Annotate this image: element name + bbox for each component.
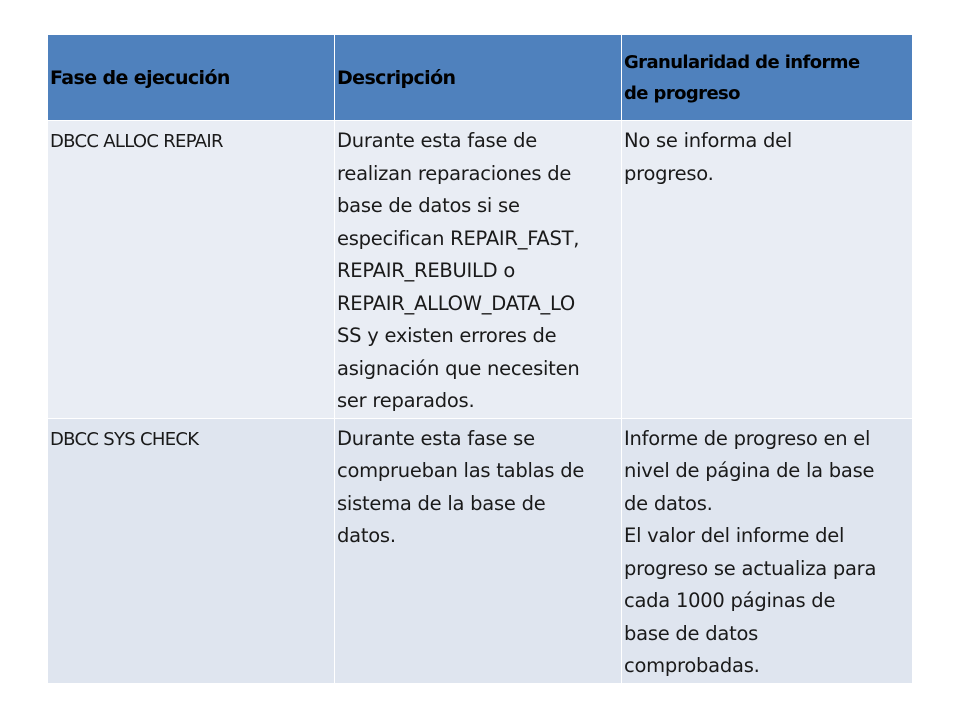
description-line: REPAIR_REBUILD o [337,259,516,282]
description-cell [335,121,622,419]
granularity-line: progreso se actualiza para [624,556,877,580]
description-line: especifican REPAIR_FAST, [337,226,580,250]
granularity-line: de datos. [624,491,713,515]
granularity-line: progreso. [624,161,714,185]
description-line: REPAIR_ALLOW_DATA_LO [337,291,576,315]
table-header-row [48,35,912,121]
description-line: comprueban las tablas de [337,459,585,482]
header-description: Descripción [335,35,622,121]
table-row [48,121,912,419]
table-row [48,419,912,684]
description-line: base de datos si se [337,194,520,217]
granularity-line: cada 1000 páginas de [624,589,836,612]
granularity-line: base de datos [624,621,759,645]
header-phase: Fase de ejecución [48,35,335,121]
granularity-line: No se informa del [624,129,793,152]
description-line: Durante esta fase se [337,426,535,450]
description-line: SS y existen errores de [337,324,557,347]
description-cell [335,419,622,684]
granularity-line: nivel de página de la base [624,459,875,482]
description-line: realizan reparaciones de [337,161,572,185]
granularity-cell [622,419,912,684]
phase-cell: DBCC ALLOC REPAIR [48,121,335,419]
granularity-cell [622,121,912,419]
header-granularity-line: Granularidad de informe [624,51,860,73]
granularity-line: El valor del informe del [624,524,845,547]
description-line: sistema de la base de [337,491,546,515]
header-granularity-line: de progreso [624,82,740,104]
phase-cell: DBCC SYS CHECK [48,419,335,684]
granularity-line: Informe de progreso en el [624,426,871,450]
description-line: datos. [337,524,396,547]
description-line: ser reparados. [337,389,475,412]
progress-phases-table [48,35,912,684]
header-granularity [622,35,912,121]
granularity-line: comprobadas. [624,654,760,677]
description-line: Durante esta fase de [337,129,538,152]
description-line: asignación que necesiten [337,356,580,380]
